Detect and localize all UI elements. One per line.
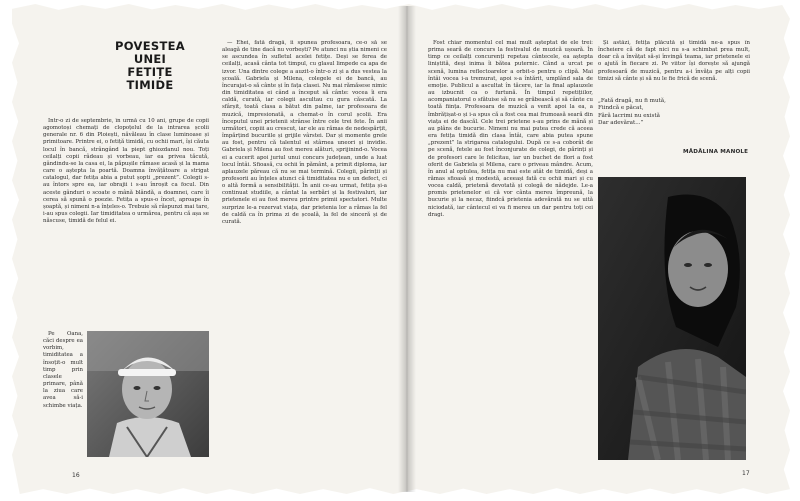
photo-girl — [598, 177, 746, 460]
page-number-right: 17 — [742, 470, 750, 477]
column-1-bottom-text: Pe Oana, căci despre ea vorbim, timiditatea a însoțit-o mult timp prin clasele primare, până la ziua care avea să-i schimbe viața. — [43, 331, 83, 409]
poem-quote: „Fată dragă, nu fi mută, Fiindcă e păcat, Fără lacrimi nu există Dar adevărat...” — [598, 98, 666, 126]
page-number-left: 16 — [72, 472, 80, 479]
author-name: MĂDĂLINA MANOLE — [683, 149, 749, 155]
photo-boy — [87, 331, 209, 457]
column-4-text: Și astăzi, fetița plăcută și timidă ne-a spus în încheiere că de fapt nici nu s-a schimbat prea mult, doar că a învățat să-și învingă teama, iar prietenele ei o ajută în fiecare zi. Pe viitor își dorește să ajungă profesoară de muzică, pentru a-i învăța pe alți copii timizi să cânte și să nu le fie frică de scenă. — [598, 40, 750, 82]
page-gutter — [398, 6, 416, 492]
column-2-text: — Ehei, fată dragă, îi spunea profesoara, ce-o să se aleagă de tine dacă nu vorbești? Pe atunci nu știa nimeni ce se ascundea în sufletul acelei fetițe. Deși se ferea de ceilalți, acasă cânta tot timpul, cu glasul limpede ca apa de izvor. Una dintre colege a auzit-o într-o zi și a dus vestea la școală. Gabriela și Milena, colegele ei de bancă, au încurajat-o să cânte și în fața clasei. Nu mai rămăsese nimic din timiditatea ei când a început să cânte: vocea îi era caldă, curată, iar colegii ascultau cu gura căscată. La sfârșit, toată clasa a bătut din palme, iar profesoara de muzică, impresionată, a chemat-o în corul școlii. Era începutul unei prietenii strânse între cele trei fete. În anii următori, copiii au crescut, iar ele au rămas de nedespărțit, împărțind bucuriile și grijile vârstei. Dar și momente grele au fost, pentru că talentul ei stârnea uneori și invidie. Gabriela și Milena au fost mereu alături, sprijinind-o. Vocea ei a cucerit apoi juriul unui concurs județean, unde a luat locul întâi. Sfioasă, cu ochii în pământ, a primit diploma, iar aplauzele păreau că nu se mai termină. Colegii, părinții și profesorii au înțeles atunci că timiditatea nu e un defect, ci o altă formă a sensibilității. În anii ce-au urmat, fetița și-a continuat studiile, a cântat la serbări și la festivaluri, iar prietenele ei au fost mereu printre primii spectatori. Multe surprize le-a rezervat viața, dar prietenia lor a rămas la fel de caldă ca în prima zi de școală, la fel de sinceră și de curată. — [222, 40, 387, 225]
column-1-text: Intr-o zi de septembrie, în urmă cu 10 ani, grupe de copii agomotoși chemați de clopoțelul de la intrarea școlii generale nr. 6 din Ploiești, năvăleau în clase luminoase și primitoare. Printre ei, o fetiță timidă, cu ochii mari, își căuta locul în bancă, strângând la piept ghiozdanul nou. Toți ceilalți copii râdeau și vorbeau, iar ea privea tăcută, gândindu-se la casa ei, la păpușile rămase acasă și la mama care o aștepta la poartă. Doamna învățătoare a strigat catalogul, dar fetița abia a putut șopti „prezent”. Colegii s-au întors spre ea, iar obrajii i s-au înroșit ca focul. Din aceste gânduri o scoate o mână blândă, a doamnei, care îi cerea să spună o poezie. Fetița a spus-o încet, aproape în șoaptă, și nimeni n-a înțeles-o. Trebuie să răspunzi mai tare, i-au spus colegii. Iar timiditatea o urmărea, pentru că așa se născuse, timidă de felul ei. — [43, 118, 209, 225]
article-title: POVESTEA UNEI FETIȚE TIMIDE — [115, 39, 185, 92]
column-3-text: Fost chiar momentul cel mai mult așteptat de ele trei: prima seară de concurs la festivalul de muzică ușoară. În timp ce ceilalți concurenți repetau cântecele, ea aștepta liniștită, deși inima îi bătea puternic. Când a urcat pe scenă, lumina reflectoarelor a orbit-o pentru o clipă. Mai întâi vocea i-a tremurat, apoi s-a întărit, umplând sala de emoție. Publicul a ascultat în tăcere, iar la final aplauzele au izbucnit ca o furtună. În timpul repetițiilor, acompaniatorul o sfătuise să nu se grăbească și să cânte cu toată ființa. Profesoara de muzică a venit apoi la ea, a îmbrățișat-o și i-a spus că a fost cea mai frumoasă seară din viața ei de dascăl. Cele trei prietene s-au prins de mână și au plâns de bucurie. Nimeni nu mai putea crede că aceea era fetița timidă din clasa întâi, care abia putea spune „prezent” la strigarea catalogului. După ce s-a coborât de pe scenă, fetele au fost înconjurate de colegi, de părinți și de profesori care le felicitau, iar un buchet de flori a fost oferit de Gabriela și Milena, care o priveau mândre. Acum, în anul al optulea, fetița nu mai este atât de timidă, deși a rămas sfioasă și modestă, aceeași fată cu ochii mari și cu vocea caldă, prietenă devotată și colegă de nădejde. Le-a promis prietenelor ei că vor cânta mereu împreună, la bucurie și la necaz, fiindcă prietenia adevărată nu se uită niciodată, iar cântecul ei va fi mereu un dar pentru toți cei dragi. — [428, 40, 593, 218]
